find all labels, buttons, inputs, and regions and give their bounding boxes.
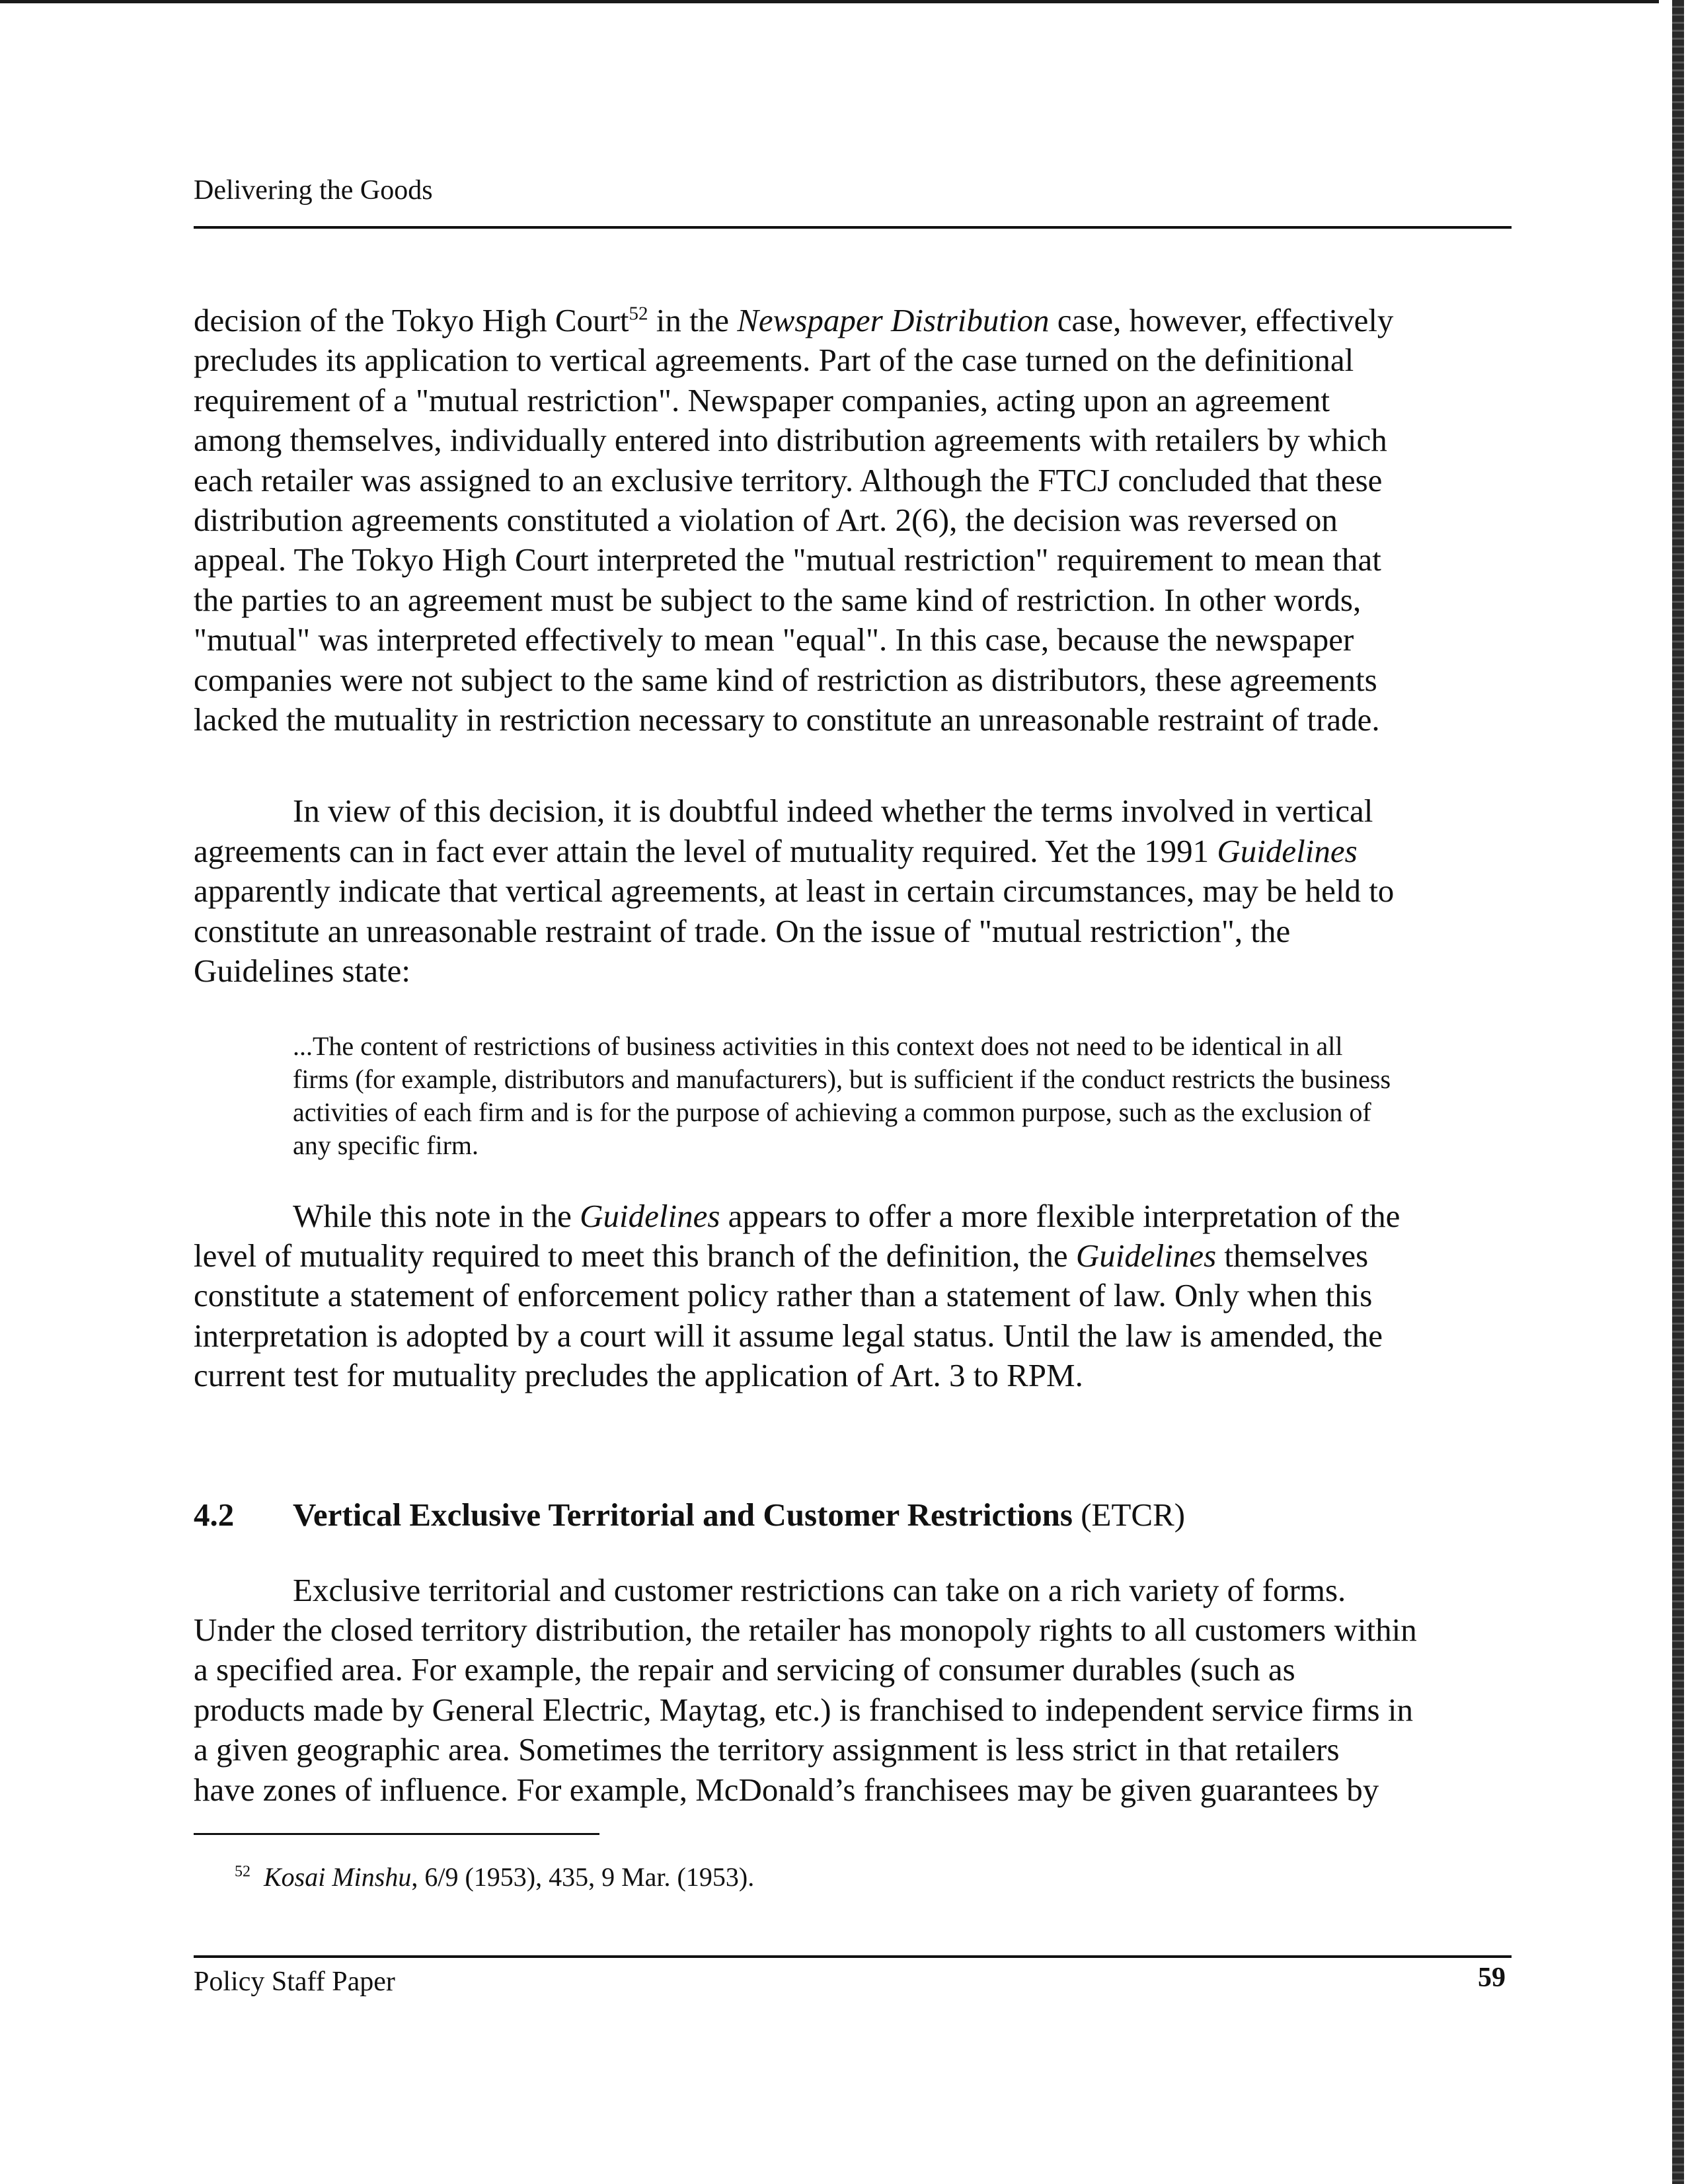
- text-line: agreements can in fact ever attain the level of mutuality required. Yet the 1991 Guidelines: [194, 832, 1358, 869]
- text-line: decision of the Tokyo High Court$^{52}$ in the Newspaper Distribution case, however, effectively: [194, 302, 1394, 338]
- footnote-52: [235, 1861, 754, 1894]
- paragraph-4: [194, 1571, 1514, 1810]
- text-line: the parties to an agreement must be subject to the same kind of restriction. In other words,: [194, 581, 1362, 618]
- text-line: interpretation is adopted by a court will it assume legal status. Until the law is amended, the: [194, 1317, 1383, 1354]
- footnote-ref: 52: [629, 303, 648, 325]
- paragraph-3: [194, 1196, 1514, 1396]
- text-line: each retailer was assigned to an exclusive territory. Although the FTCJ concluded that these: [194, 461, 1383, 498]
- text-line: constitute a statement of enforcement policy rather than a statement of law. Only when this: [194, 1277, 1373, 1314]
- text-line: current test for mutuality precludes the application of Art. 3 to RPM.: [194, 1357, 1083, 1394]
- header-rule: [194, 226, 1512, 229]
- footnote-source-title: Kosai Minshu: [264, 1862, 412, 1892]
- quote-line: any specific firm.: [293, 1130, 479, 1160]
- text-line: constitute an unreasonable restraint of trade. On the issue of "mutual restriction", the: [194, 912, 1291, 949]
- section-number: 4.2: [194, 1496, 235, 1533]
- quote-line: activities of each firm and is for the purpose of achieving a common purpose, such as the exclusion of: [293, 1097, 1371, 1127]
- text-line: distribution agreements constituted a violation of Art. 2(6), the decision was reversed on: [194, 502, 1338, 539]
- footer-title: Policy Staff Paper: [194, 1967, 395, 1997]
- text-line: companies were not subject to the same kind of restriction as distributors, these agreements: [194, 661, 1377, 698]
- text-line: have zones of influence. For example, McDonald’s franchisees may be given guarantees by: [194, 1771, 1379, 1808]
- scan-top-edge: [0, 0, 1659, 3]
- text-line: products made by General Electric, Maytag, etc.) is franchised to independent service firms in: [194, 1691, 1413, 1728]
- section-abbreviation: (ETCR): [1072, 1496, 1186, 1533]
- section-title: Vertical Exclusive Territorial and Customer Restrictions: [293, 1496, 1073, 1533]
- footnote-marker: 52: [235, 1863, 250, 1881]
- text-line: "mutual" was interpreted effectively to mean "equal". In this case, because the newspaper: [194, 621, 1354, 658]
- scan-binding-edge: [1672, 0, 1684, 2184]
- paragraph-1: [194, 301, 1514, 740]
- text-line: Guidelines state:: [194, 953, 410, 990]
- quote-line: ...The content of restrictions of business activities in this context does not need to be identical in all: [293, 1031, 1343, 1061]
- case-name: Newspaper Distribution: [737, 302, 1050, 338]
- text-line: among themselves, individually entered into distribution agreements with retailers by which: [194, 422, 1387, 459]
- text-line: Under the closed territory distribution, the retailer has monopoly rights to all customers within: [194, 1611, 1417, 1648]
- text-line: requirement of a "mutual restriction". Newspaper companies, acting upon an agreement: [194, 381, 1330, 418]
- page-body: [194, 301, 1514, 1810]
- quote-line: firms (for example, distributors and manufacturers), but is sufficient if the conduct restricts the business: [293, 1064, 1391, 1094]
- running-head: Delivering the Goods: [194, 175, 433, 206]
- text-line: Exclusive territorial and customer restrictions can take on a rich variety of forms.: [293, 1571, 1346, 1608]
- page-number: 59: [1478, 1963, 1506, 1993]
- text-line: a specified area. For example, the repair and servicing of consumer durables (such as: [194, 1651, 1295, 1688]
- section-heading: [194, 1495, 1514, 1535]
- block-quote: [293, 1030, 1502, 1162]
- text-line: lacked the mutuality in restriction necessary to constitute an unreasonable restraint of trade.: [194, 701, 1380, 738]
- paragraph-2: [194, 791, 1514, 991]
- footer-rule: [194, 1955, 1512, 1958]
- footnote-rule: [194, 1833, 599, 1835]
- text-line: apparently indicate that vertical agreements, at least in certain circumstances, may be held to: [194, 873, 1395, 910]
- footnote-citation: , 6/9 (1953), 435, 9 Mar. (1953).: [411, 1862, 755, 1892]
- text-line: a given geographic area. Sometimes the territory assignment is less strict in that retailers: [194, 1731, 1340, 1768]
- text-line: precludes its application to vertical agreements. Part of the case turned on the definitional: [194, 342, 1354, 379]
- text-line: appeal. The Tokyo High Court interpreted the "mutual restriction" requirement to mean that: [194, 541, 1381, 578]
- text-line: In view of this decision, it is doubtful indeed whether the terms involved in vertical: [293, 793, 1373, 830]
- text-line: While this note in the Guidelines appears to offer a more flexible interpretation of the: [293, 1197, 1400, 1234]
- text-line: level of mutuality required to meet this branch of the definition, the Guidelines themselves: [194, 1237, 1369, 1274]
